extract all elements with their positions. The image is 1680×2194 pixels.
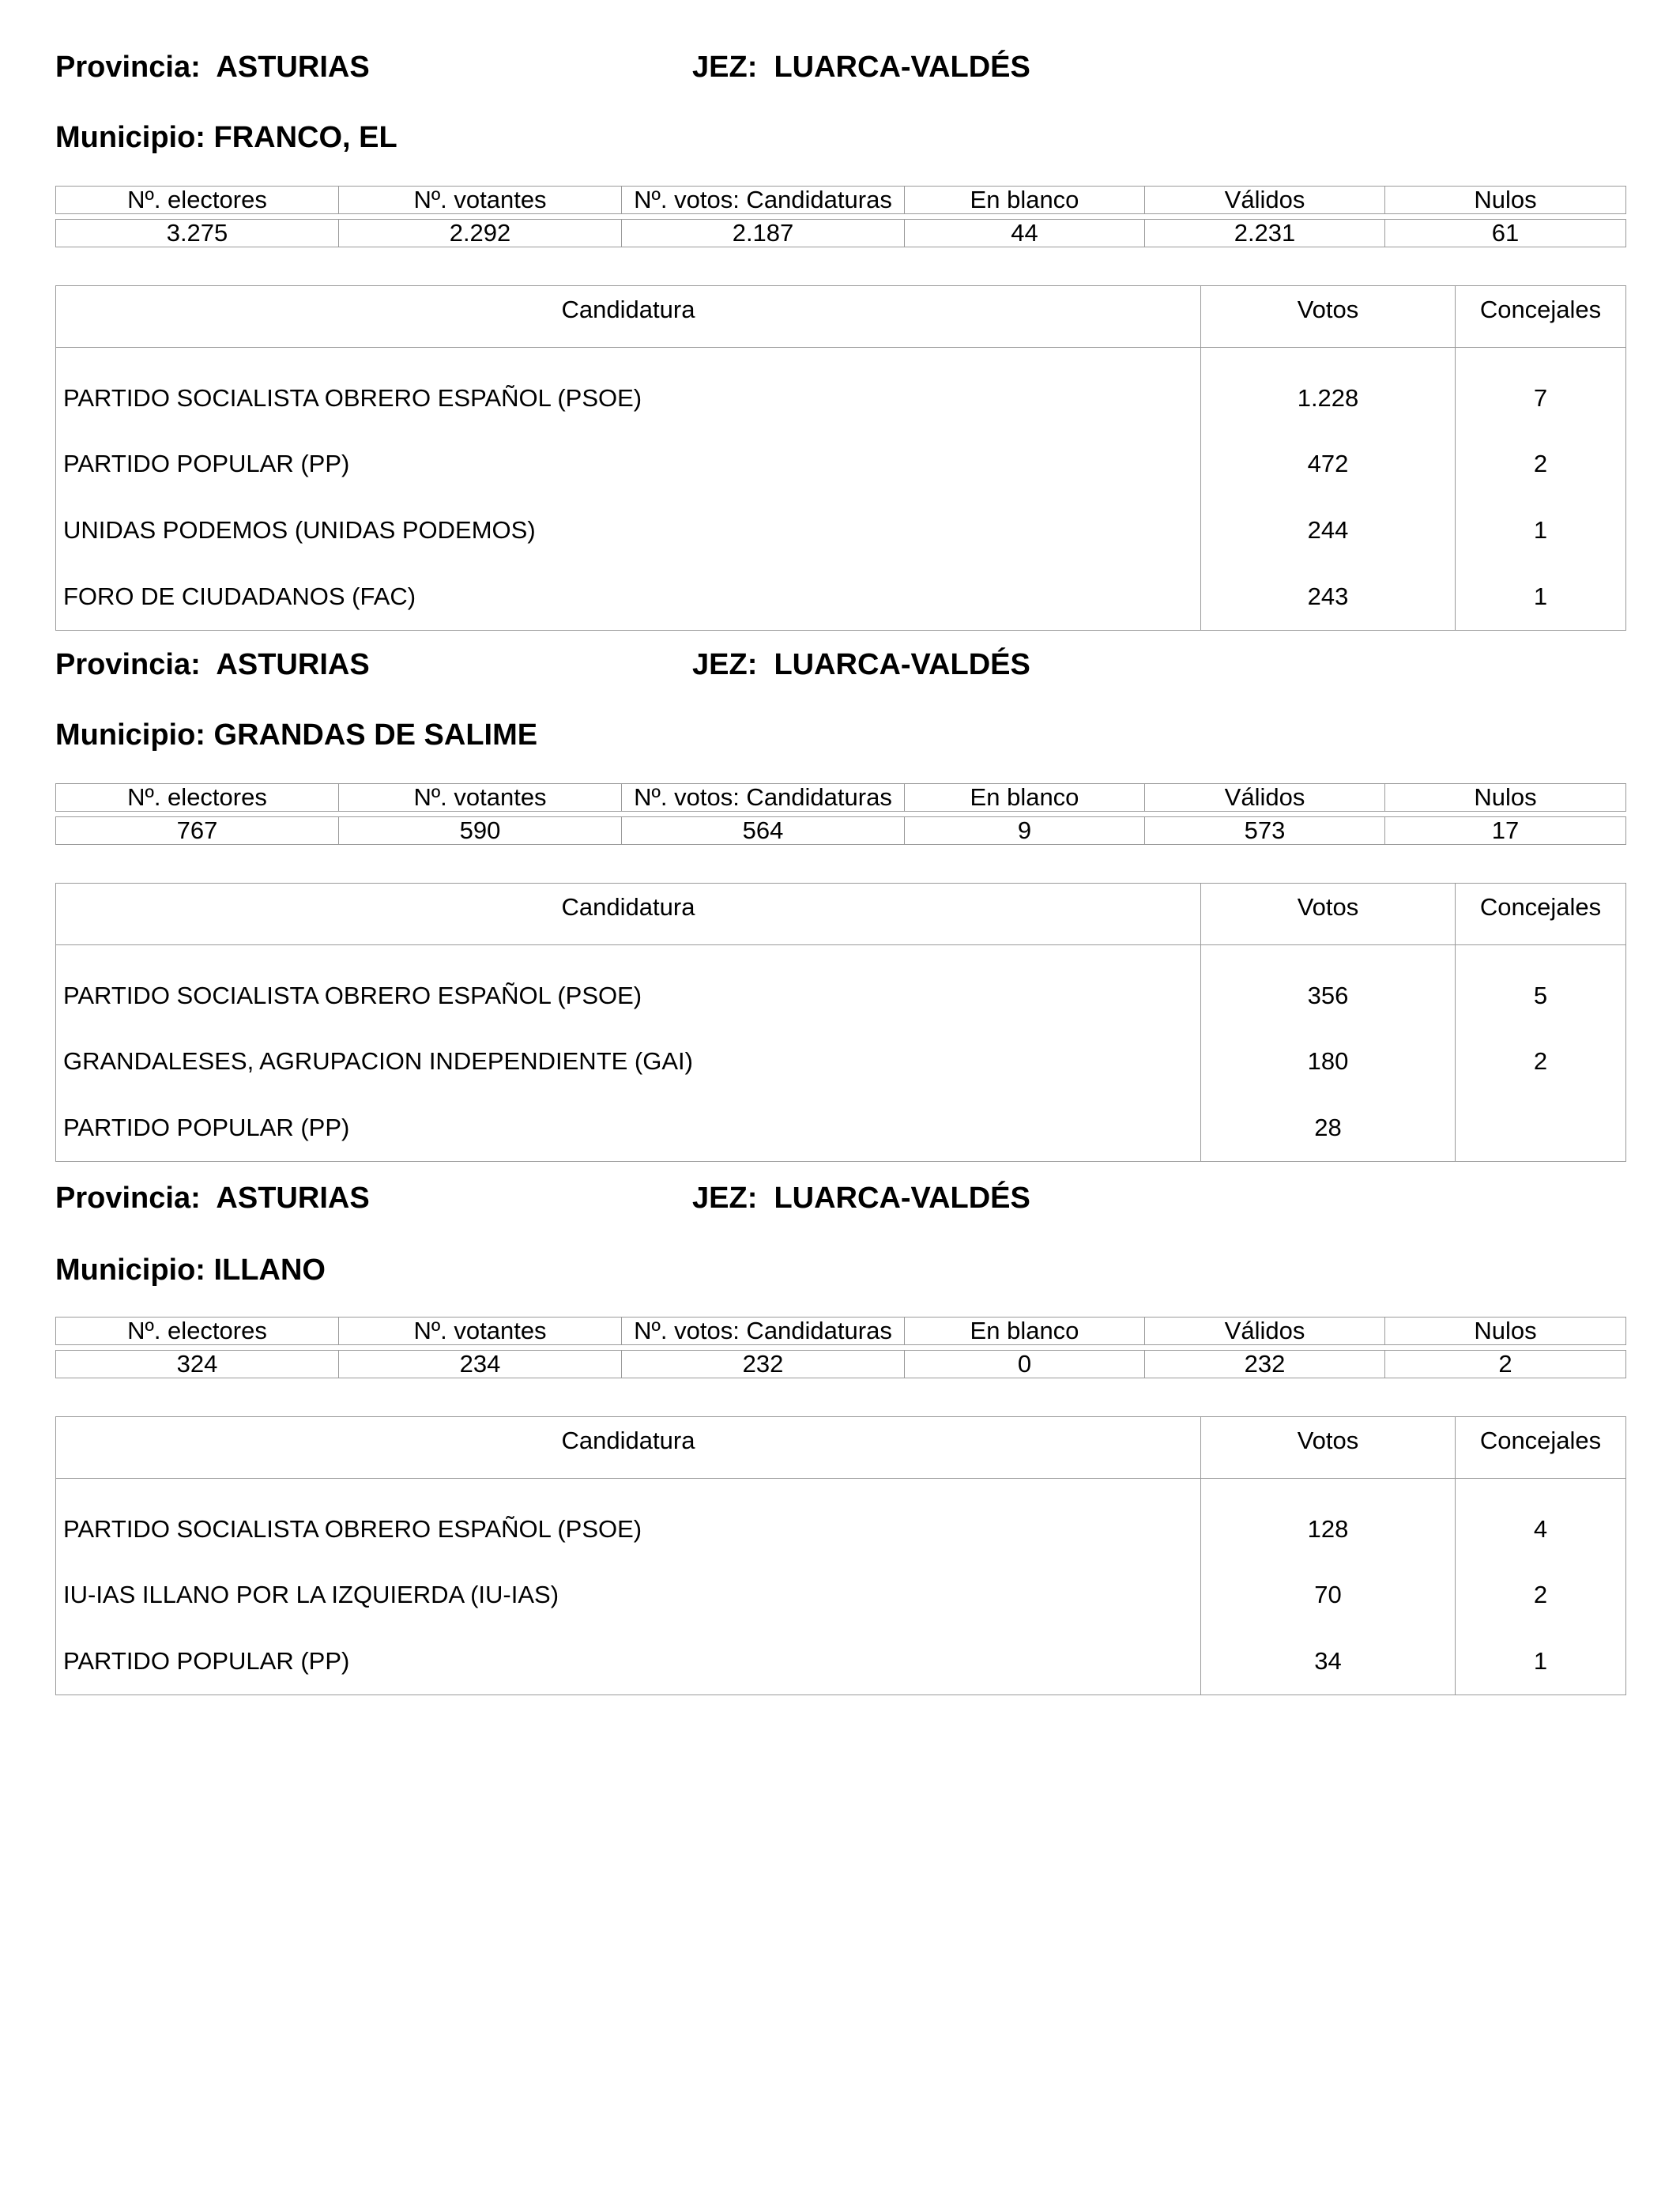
value-validos: 573	[1145, 817, 1385, 845]
candidate-votos: 356	[1201, 945, 1456, 1029]
candidate-name: PARTIDO POPULAR (PP)	[56, 1095, 1201, 1162]
header-electores: Nº. electores	[56, 1318, 339, 1345]
header-votos: Votos	[1201, 1417, 1456, 1479]
header-votos-candidaturas: Nº. votos: Candidaturas	[622, 784, 905, 812]
candidate-row	[56, 1095, 1626, 1162]
header-nulos: Nulos	[1385, 187, 1626, 214]
candidate-votos: 244	[1201, 497, 1456, 564]
candidate-votos: 243	[1201, 564, 1456, 631]
candidate-name: IU-IAS ILLANO POR LA IZQUIERDA (IU-IAS)	[56, 1562, 1201, 1628]
candidate-concejales: 5	[1456, 945, 1626, 1029]
summary-table	[55, 1317, 1626, 1378]
header-votos-candidaturas: Nº. votos: Candidaturas	[622, 1318, 905, 1345]
header-en-blanco: En blanco	[905, 1318, 1145, 1345]
candidate-concejales: 1	[1456, 497, 1626, 564]
header-concejales: Concejales	[1456, 1417, 1626, 1479]
header-validos: Válidos	[1145, 1318, 1385, 1345]
header-candidatura: Candidatura	[56, 1417, 1201, 1479]
header-concejales: Concejales	[1456, 884, 1626, 945]
candidate-votos: 472	[1201, 431, 1456, 497]
candidate-concejales	[1456, 1095, 1626, 1162]
candidate-votos: 70	[1201, 1562, 1456, 1628]
value-electores: 767	[56, 817, 339, 845]
candidates-table	[55, 1416, 1626, 1695]
provincia-heading: Provincia: ASTURIAS	[55, 648, 370, 681]
candidate-row	[56, 497, 1626, 564]
candidate-concejales: 1	[1456, 564, 1626, 631]
municipio-heading: Municipio: FRANCO, EL	[55, 121, 397, 154]
candidate-row	[56, 564, 1626, 631]
candidate-row	[56, 348, 1626, 432]
value-en-blanco: 44	[905, 220, 1145, 247]
header-concejales: Concejales	[1456, 286, 1626, 348]
candidate-votos: 1.228	[1201, 348, 1456, 432]
header-validos: Válidos	[1145, 784, 1385, 812]
header-votantes: Nº. votantes	[339, 187, 622, 214]
candidate-name: FORO DE CIUDADANOS (FAC)	[56, 564, 1201, 631]
header-validos: Válidos	[1145, 187, 1385, 214]
value-en-blanco: 9	[905, 817, 1145, 845]
summary-header-row	[56, 187, 1626, 214]
candidate-concejales: 1	[1456, 1628, 1626, 1695]
value-votantes: 234	[339, 1351, 622, 1378]
value-nulos: 17	[1385, 817, 1626, 845]
value-votos-candidaturas: 564	[622, 817, 905, 845]
candidates-table	[55, 883, 1626, 1162]
candidate-name: GRANDALESES, AGRUPACION INDEPENDIENTE (GAI)	[56, 1028, 1201, 1095]
header-electores: Nº. electores	[56, 187, 339, 214]
candidates-table	[55, 285, 1626, 631]
candidate-name: PARTIDO SOCIALISTA OBRERO ESPAÑOL (PSOE)	[56, 1479, 1201, 1563]
candidate-votos: 180	[1201, 1028, 1456, 1095]
jez-heading: JEZ: LUARCA-VALDÉS	[692, 51, 1030, 84]
summary-value-row	[56, 817, 1626, 845]
value-votantes: 590	[339, 817, 622, 845]
summary-table	[55, 186, 1626, 247]
header-nulos: Nulos	[1385, 784, 1626, 812]
candidate-concejales: 4	[1456, 1479, 1626, 1563]
candidate-concejales: 7	[1456, 348, 1626, 432]
municipio-heading: Municipio: GRANDAS DE SALIME	[55, 718, 538, 752]
value-votos-candidaturas: 2.187	[622, 220, 905, 247]
provincia-heading: Provincia: ASTURIAS	[55, 51, 370, 84]
value-validos: 2.231	[1145, 220, 1385, 247]
header-votos-candidaturas: Nº. votos: Candidaturas	[622, 187, 905, 214]
candidate-concejales: 2	[1456, 1562, 1626, 1628]
municipio-heading: Municipio: ILLANO	[55, 1253, 326, 1287]
candidate-row	[56, 945, 1626, 1029]
candidate-row	[56, 1479, 1626, 1563]
candidates-header-row	[56, 286, 1626, 348]
provincia-heading: Provincia: ASTURIAS	[55, 1182, 370, 1215]
candidate-name: PARTIDO SOCIALISTA OBRERO ESPAÑOL (PSOE)	[56, 945, 1201, 1029]
municipio-block	[55, 49, 1625, 610]
candidate-concejales: 2	[1456, 1028, 1626, 1095]
header-votos: Votos	[1201, 286, 1456, 348]
candidate-row	[56, 431, 1626, 497]
summary-table	[55, 783, 1626, 845]
header-votantes: Nº. votantes	[339, 784, 622, 812]
candidate-name: PARTIDO SOCIALISTA OBRERO ESPAÑOL (PSOE)	[56, 348, 1201, 432]
candidate-votos: 128	[1201, 1479, 1456, 1563]
header-en-blanco: En blanco	[905, 784, 1145, 812]
value-votos-candidaturas: 232	[622, 1351, 905, 1378]
candidate-name: PARTIDO POPULAR (PP)	[56, 1628, 1201, 1695]
municipio-block	[55, 1180, 1625, 1678]
candidate-votos: 28	[1201, 1095, 1456, 1162]
candidate-row	[56, 1028, 1626, 1095]
header-votantes: Nº. votantes	[339, 1318, 622, 1345]
candidate-row	[56, 1628, 1626, 1695]
candidate-name: PARTIDO POPULAR (PP)	[56, 431, 1201, 497]
header-candidatura: Candidatura	[56, 286, 1201, 348]
municipio-block	[55, 647, 1625, 1144]
candidate-row	[56, 1562, 1626, 1628]
value-electores: 3.275	[56, 220, 339, 247]
summary-header-row	[56, 1318, 1626, 1345]
header-votos: Votos	[1201, 884, 1456, 945]
summary-header-row	[56, 784, 1626, 812]
value-nulos: 2	[1385, 1351, 1626, 1378]
summary-value-row	[56, 1351, 1626, 1378]
candidates-header-row	[56, 884, 1626, 945]
jez-heading: JEZ: LUARCA-VALDÉS	[692, 648, 1030, 681]
value-nulos: 61	[1385, 220, 1626, 247]
header-electores: Nº. electores	[56, 784, 339, 812]
header-nulos: Nulos	[1385, 1318, 1626, 1345]
value-votantes: 2.292	[339, 220, 622, 247]
candidates-header-row	[56, 1417, 1626, 1479]
value-validos: 232	[1145, 1351, 1385, 1378]
jez-heading: JEZ: LUARCA-VALDÉS	[692, 1182, 1030, 1215]
header-candidatura: Candidatura	[56, 884, 1201, 945]
value-en-blanco: 0	[905, 1351, 1145, 1378]
candidate-concejales: 2	[1456, 431, 1626, 497]
candidate-votos: 34	[1201, 1628, 1456, 1695]
header-en-blanco: En blanco	[905, 187, 1145, 214]
summary-value-row	[56, 220, 1626, 247]
candidate-name: UNIDAS PODEMOS (UNIDAS PODEMOS)	[56, 497, 1201, 564]
value-electores: 324	[56, 1351, 339, 1378]
